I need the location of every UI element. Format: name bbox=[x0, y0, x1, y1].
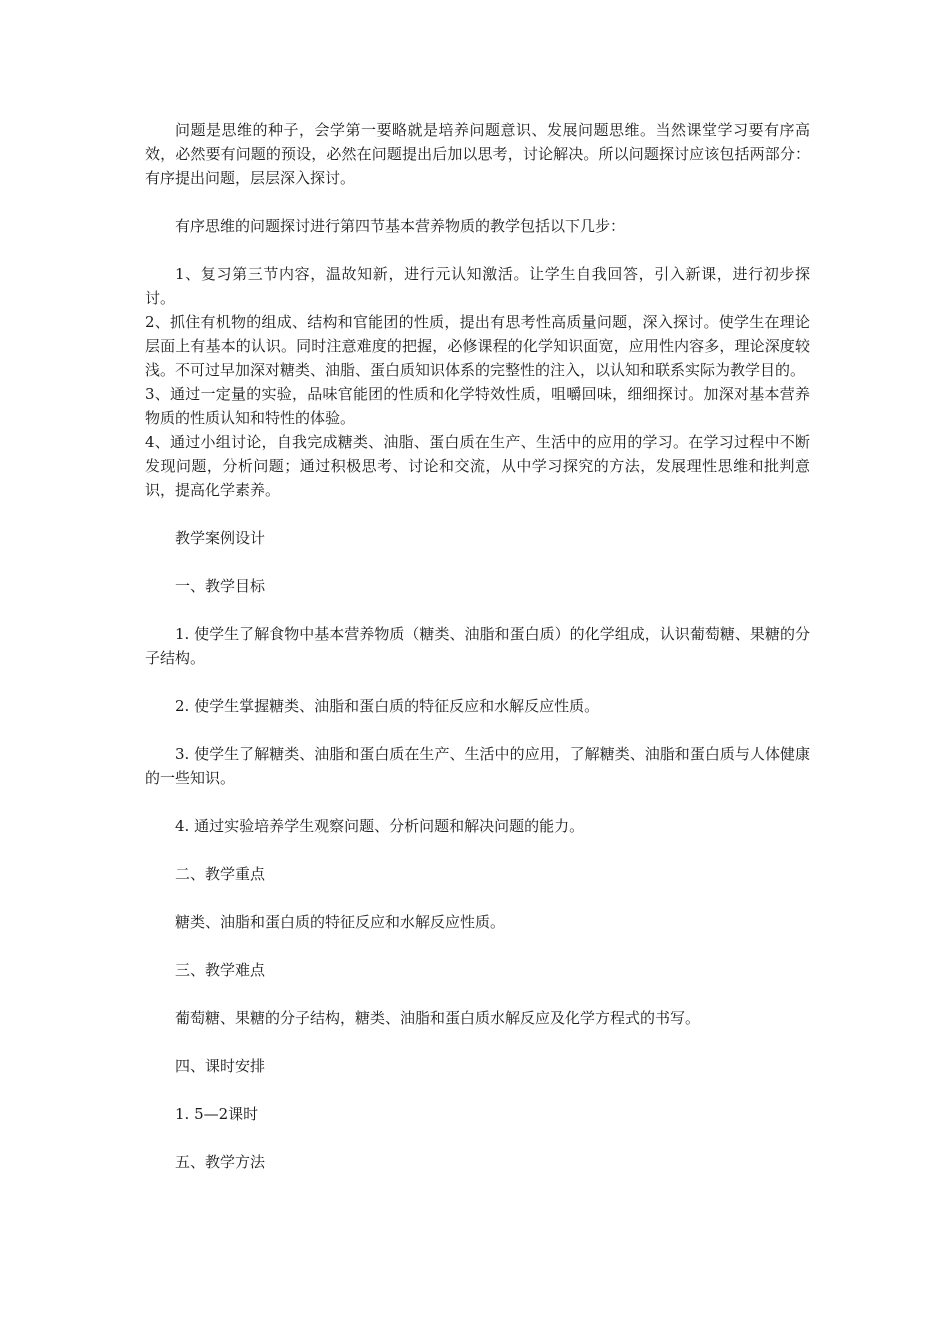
step-2: 2、抓住有机物的组成、结构和官能团的性质，提出有思考性高质量问题，深入探讨。使学生在理论层面上有基本的认识。同时注意难度的把握，必修课程的化学知识面宽，应用性内容多，理论深度较浅。不可过早加深对糖类、油脂、蛋白质知识体系的完整性的注入，以认知和联系实际为教学目的。 bbox=[145, 313, 810, 379]
goal-3: 3. 使学生了解糖类、油脂和蛋白质在生产、生活中的应用，了解糖类、油脂和蛋白质与人体健康的一些知识。 bbox=[145, 745, 810, 787]
section-heading-methods: 五、教学方法 bbox=[175, 1153, 266, 1171]
focus-text: 糖类、油脂和蛋白质的特征反应和水解反应性质。 bbox=[175, 913, 506, 931]
goal-4: 4. 通过实验培养学生观察问题、分析问题和解决问题的能力。 bbox=[175, 817, 585, 835]
steps-intro: 有序思维的问题探讨进行第四节基本营养物质的教学包括以下几步： bbox=[175, 217, 626, 235]
schedule-text: 1. 5—2课时 bbox=[175, 1105, 259, 1123]
section-heading-schedule: 四、课时安排 bbox=[175, 1057, 266, 1075]
section-heading-focus: 二、教学重点 bbox=[175, 865, 266, 883]
section-heading-goals: 一、教学目标 bbox=[175, 577, 266, 595]
goal-2: 2. 使学生掌握糖类、油脂和蛋白质的特征反应和水解反应性质。 bbox=[175, 697, 600, 715]
step-4: 4、通过小组讨论，自我完成糖类、油脂、蛋白质在生产、生活中的应用的学习。在学习过程中不断发现问题，分析问题；通过积极思考、讨论和交流，从中学习探究的方法，发展理性思维和批判意识，提高化学素养。 bbox=[145, 433, 810, 499]
goal-1: 1. 使学生了解食物中基本营养物质（糖类、油脂和蛋白质）的化学组成，认识葡萄糖、果糖的分子结构。 bbox=[145, 625, 810, 667]
document-body bbox=[145, 118, 810, 1174]
section-heading-difficulty: 三、教学难点 bbox=[175, 961, 266, 979]
step-1: 1、复习第三节内容，温故知新，进行元认知激活。让学生自我回答，引入新课，进行初步探讨。 bbox=[145, 265, 810, 307]
step-3: 3、通过一定量的实验，品味官能团的性质和化学特效性质，咀嚼回味，细细探讨。加深对基本营养物质的性质认知和特性的体验。 bbox=[145, 385, 810, 427]
difficulty-text: 葡萄糖、果糖的分子结构，糖类、油脂和蛋白质水解反应及化学方程式的书写。 bbox=[175, 1009, 701, 1027]
intro-paragraph: 问题是思维的种子，会学第一要略就是培养问题意识、发展问题思维。当然课堂学习要有序高效，必然要有问题的预设，必然在问题提出后加以思考，讨论解决。所以问题探讨应该包括两部分：有序提出问题，层层深入探讨。 bbox=[145, 121, 810, 187]
case-design-heading: 教学案例设计 bbox=[175, 529, 266, 547]
